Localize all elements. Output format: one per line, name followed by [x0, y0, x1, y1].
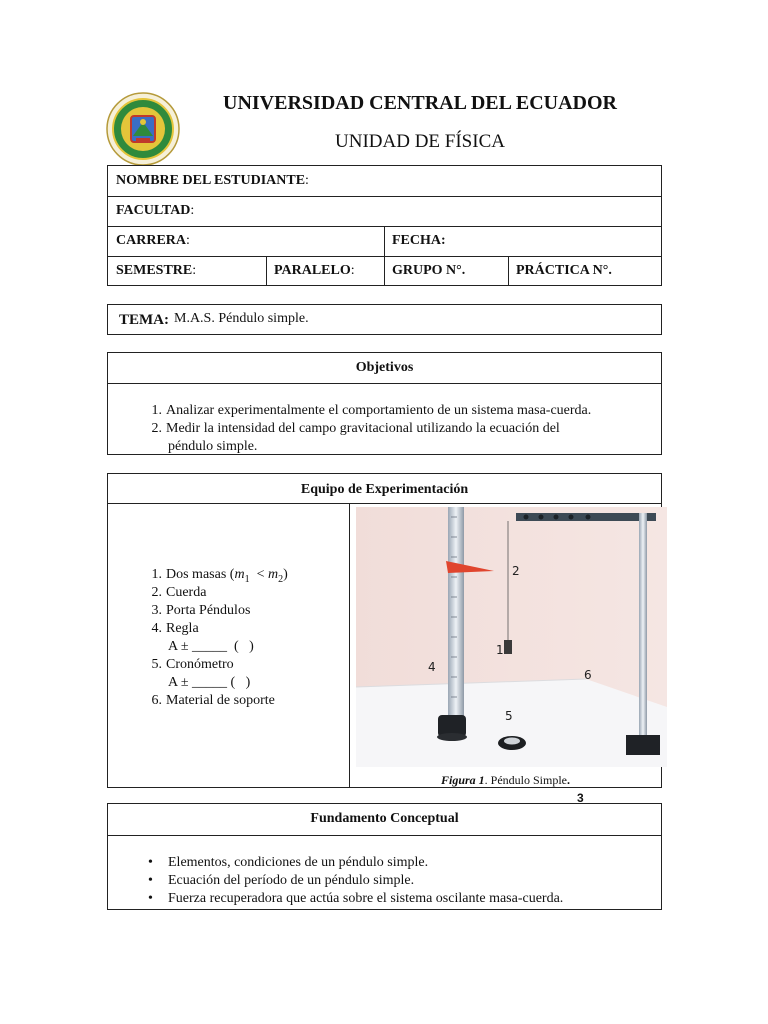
equipo-title: Equipo de Experimentación [300, 482, 469, 497]
page-number: 3 [577, 791, 584, 805]
pendulum-photo [356, 507, 667, 767]
objetivo-item-2-cont: péndulo simple. [168, 439, 258, 454]
photo-label-2: 2 [512, 564, 520, 578]
equipo-item-5-accuracy: A ± _____ ( ) [168, 675, 251, 690]
equipo-item-3: 3. Porta Péndulos [151, 603, 251, 618]
photo-label-4: 4 [428, 660, 436, 674]
pendulum-illustration [356, 507, 667, 767]
objetivos-section [107, 352, 662, 455]
equipo-item-6: 6. Material de soporte [151, 693, 275, 708]
practice-field[interactable]: PRÁCTICA N°. [516, 263, 612, 278]
fundamento-item-2: • Ecuación del período de un péndulo simple. [148, 873, 415, 888]
career-field[interactable]: CARRERA : [116, 233, 190, 248]
university-logo [106, 92, 180, 166]
faculty-field[interactable]: FACULTAD : [116, 203, 195, 218]
semester-field[interactable]: SEMESTRE : [116, 263, 197, 278]
tema-box [107, 304, 662, 335]
equipo-item-5: 5. Cronómetro [151, 657, 234, 672]
university-title: UNIVERSIDAD CENTRAL DEL ECUADOR [223, 92, 617, 114]
photo-label-5: 5 [505, 709, 513, 723]
equipo-item-4: 4. Regla [151, 621, 199, 636]
seal-icon [106, 92, 180, 166]
fundamento-title: Fundamento Conceptual [310, 811, 459, 826]
unit-title: UNIDAD DE FÍSICA [335, 131, 505, 152]
fundamento-item-3: • Fuerza recuperadora que actúa sobre el sistema oscilante masa-cuerda. [148, 891, 564, 906]
equipo-item-2: 2. Cuerda [151, 585, 207, 600]
equipo-item-4-accuracy: A ± _____ ( ) [168, 639, 254, 654]
tema-label: TEMA: [119, 312, 169, 328]
tema-value: M.A.S. Péndulo simple. [174, 311, 309, 326]
student-info-table [107, 165, 662, 286]
objetivos-title: Objetivos [355, 360, 414, 375]
parallel-field[interactable]: PARALELO : [274, 263, 355, 278]
objetivo-item-2: 2. Medir la intensidad del campo gravitacional utilizando la ecuación del [151, 421, 560, 436]
photo-label-6: 6 [584, 668, 592, 682]
equipo-section [107, 473, 662, 788]
student-name-field[interactable]: NOMBRE DEL ESTUDIANTE : [116, 173, 309, 188]
equipo-item-1: 1. Dos masas $(m_1 < m_2)$ [151, 567, 288, 585]
group-field[interactable]: GRUPO N°. [392, 263, 466, 278]
fundamento-item-1: • Elementos, condiciones de un péndulo simple. [148, 855, 429, 870]
fundamento-section [107, 803, 662, 910]
photo-label-1: 1 [496, 643, 504, 657]
figure-caption: Figura 1. Péndulo Simple. [440, 773, 571, 787]
objetivo-item-1: 1. Analizar experimentalmente el comportamiento de un sistema masa-cuerda. [151, 403, 592, 418]
date-field[interactable]: FECHA: [392, 233, 446, 248]
